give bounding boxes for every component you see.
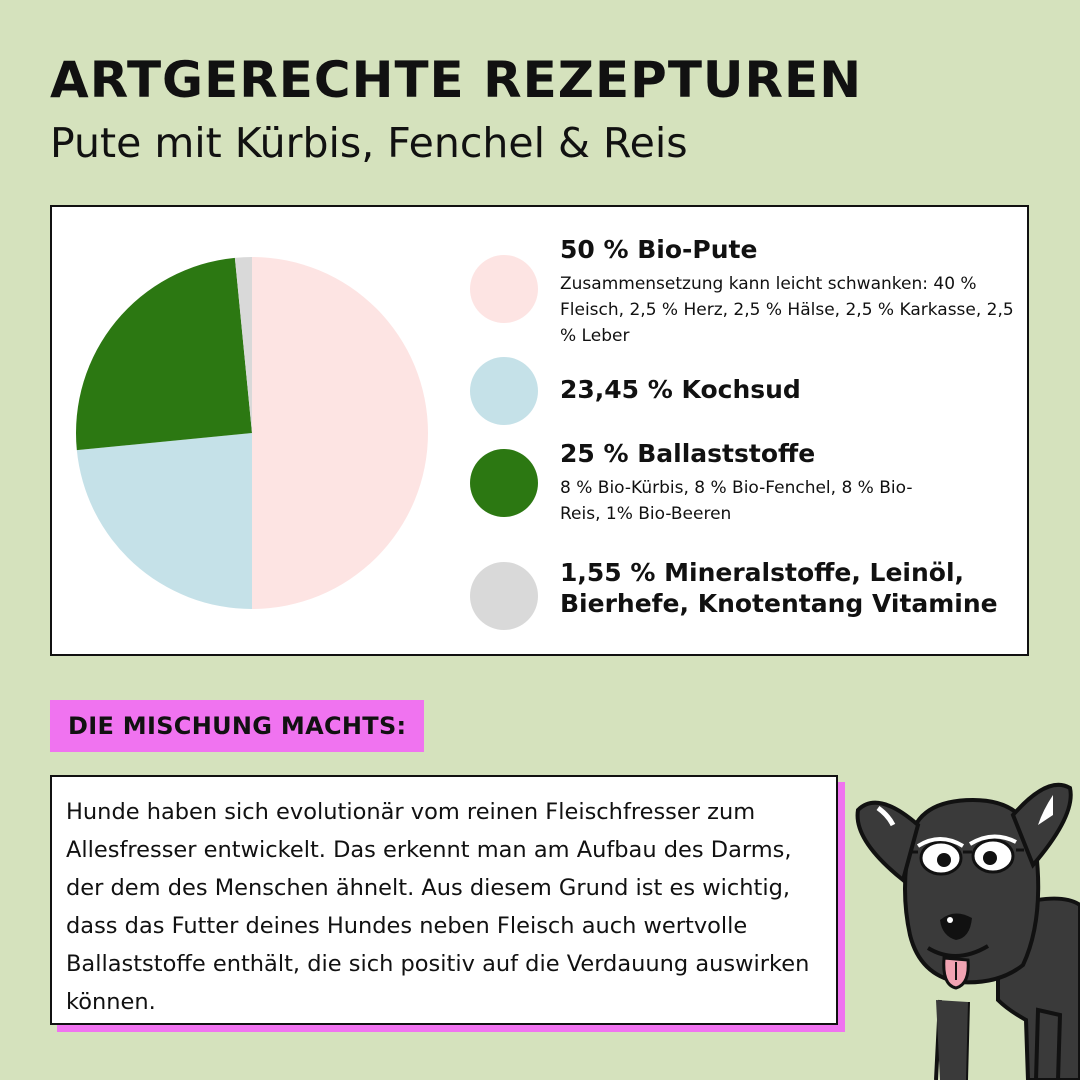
legend-label-ballaststoffe: 25 % Ballaststoffe — [560, 439, 816, 468]
legend-label-kochsud: 23,45 % Kochsud — [560, 375, 801, 404]
body-text-box — [50, 775, 838, 1025]
body-text: Hunde haben sich evolutionär vom reinen Fleischfresser zum Allesfresser entwickelt. Das erkennt man am Aufbau des Darms, der dem des Menschen ähnelt. Aus diesem Grund ist es wichtig, dass das Futter deines Hundes neben Fleisch auch wertvolle Ballaststoffe enthält, die sich positiv auf die Verdauung auswirken können. — [66, 799, 810, 1015]
pie-slice-bio-pute — [252, 257, 428, 609]
legend-desc-bio-pute: Zusammensetzung kann leicht schwanken: 40 % Fleisch, 2,5 % Herz, 2,5 % Hälse, 2,5 % Karkasse, 2,5 % Leber — [560, 274, 1014, 346]
page-title: ARTGERECHTE REZEPTUREN — [50, 51, 863, 109]
section-tagline: DIE MISCHUNG MACHTS: — [50, 700, 424, 752]
pie-slice-ballaststoffe — [76, 258, 252, 450]
legend-swatch-ballaststoffe — [470, 449, 538, 517]
legend-desc-ballaststoffe: 8 % Bio-Kürbis, 8 % Bio-Fenchel, 8 % Bio-Reis, 1% Bio-Beeren — [560, 478, 913, 524]
legend-swatch-mineralstoffe — [470, 562, 538, 630]
legend-label-bio-pute: 50 % Bio-Pute — [560, 235, 758, 264]
dog-icon — [848, 770, 1080, 1080]
page-subtitle: Pute mit Kürbis, Fenchel & Reis — [50, 119, 688, 167]
legend-label-mineralstoffe: 1,55 % Mineralstoffe, Leinöl, Bierhefe, Knotentang Vitamine — [560, 558, 998, 618]
pie-chart — [74, 255, 430, 611]
chart-card — [50, 205, 1029, 656]
pie-slice-kochsud — [77, 433, 252, 609]
legend-swatch-kochsud — [470, 357, 538, 425]
legend-swatch-bio-pute — [470, 255, 538, 323]
